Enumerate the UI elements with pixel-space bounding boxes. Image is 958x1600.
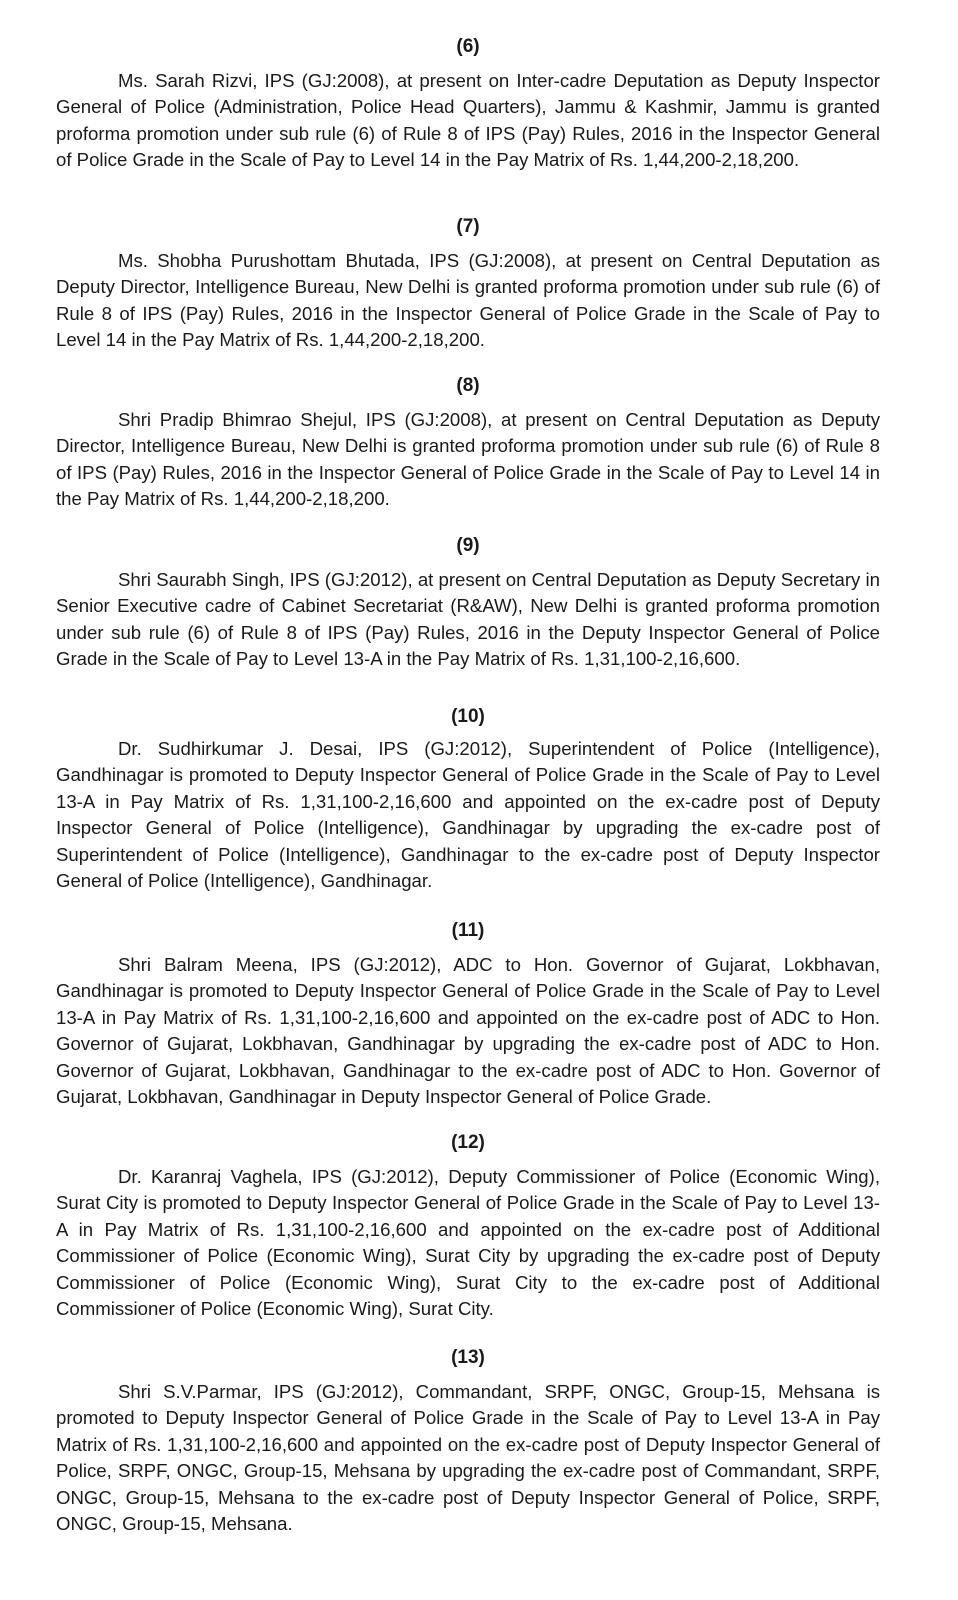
order-section-13 [56, 1345, 880, 1537]
section-number: (10) [451, 706, 485, 727]
section-number: (7) [456, 216, 480, 237]
section-paragraph: Dr. Sudhirkumar J. Desai, IPS (GJ:2012), Superintendent of Police (Intelligence), Gandhinagar is promoted to Deputy Inspector General of Police Grade in the Scale of Pay to Level 13-A in Pay Matrix of Rs. 1,31,100-2,16,600 and appointed on the ex-cadre post of Deputy Inspector General of Police (Intelligence), Gandhinagar by upgrading the ex-cadre post of Superintendent of Police (Intelligence), Gandhinagar to the ex-cadre post of Deputy Inspector General of Police (Intelligence), Gandhinagar. [56, 738, 880, 892]
section-number: (8) [456, 375, 480, 396]
order-section-7 [56, 214, 880, 354]
section-paragraph: Dr. Karanraj Vaghela, IPS (GJ:2012), Deputy Commissioner of Police (Economic Wing), Surat City is promoted to Deputy Inspector General of Police Grade in the Scale of Pay to Level 13-A in Pay Matrix of Rs. 1,31,100-2,16,600 and appointed on the ex-cadre post of Additional Commissioner of Police (Economic Wing), Surat City by upgrading the ex-cadre post of Deputy Commissioner of Police (Economic Wing), Surat City to the ex-cadre post of Additional Commissioner of Police (Economic Wing), Surat City. [56, 1166, 880, 1320]
section-number: (12) [451, 1132, 485, 1153]
order-section-9 [56, 533, 880, 673]
section-number: (11) [451, 920, 485, 941]
order-section-11 [56, 918, 880, 1110]
section-paragraph: Ms. Shobha Purushottam Bhutada, IPS (GJ:2008), at present on Central Deputation as Deputy Director, Intelligence Bureau, New Delhi is granted proforma promotion under sub rule (6) of Rule 8 of IPS (Pay) Rules, 2016 in the Inspector General of Police Grade in the Scale of Pay to Level 14 in the Pay Matrix of Rs. 1,44,200-2,18,200. [56, 250, 880, 351]
section-number: (6) [456, 36, 480, 57]
order-section-12 [56, 1130, 880, 1322]
section-paragraph: Shri Pradip Bhimrao Shejul, IPS (GJ:2008), at present on Central Deputation as Deputy Director, Intelligence Bureau, New Delhi is granted proforma promotion under sub rule (6) of Rule 8 of IPS (Pay) Rules, 2016 in the Inspector General of Police Grade in the Scale of Pay to Level 14 in the Pay Matrix of Rs. 1,44,200-2,18,200. [56, 409, 880, 510]
section-paragraph: Ms. Sarah Rizvi, IPS (GJ:2008), at present on Inter-cadre Deputation as Deputy Inspector General of Police (Administration, Police Head Quarters), Jammu & Kashmir, Jammu is granted proforma promotion under sub rule (6) of Rule 8 of IPS (Pay) Rules, 2016 in the Inspector General of Police Grade in the Scale of Pay to Level 14 in the Pay Matrix of Rs. 1,44,200-2,18,200. [56, 70, 880, 171]
section-number: (13) [451, 1347, 485, 1368]
order-section-8 [56, 373, 880, 513]
section-number: (9) [456, 535, 480, 556]
section-paragraph: Shri S.V.Parmar, IPS (GJ:2012), Commandant, SRPF, ONGC, Group-15, Mehsana is promoted to Deputy Inspector General of Police Grade in the Scale of Pay to Level 13-A in Pay Matrix of Rs. 1,31,100-2,16,600 and appointed on the ex-cadre post of Deputy Inspector General of Police, SRPF, ONGC, Group-15, Mehsana by upgrading the ex-cadre post of Commandant, SRPF, ONGC, Group-15, Mehsana to the ex-cadre post of Deputy Inspector General of Police, SRPF, ONGC, Group-15, Mehsana. [56, 1381, 880, 1535]
section-paragraph: Shri Balram Meena, IPS (GJ:2012), ADC to Hon. Governor of Gujarat, Lokbhavan, Gandhinagar is promoted to Deputy Inspector General of Police Grade in the Scale of Pay to Level 13-A in Pay Matrix of Rs. 1,31,100-2,16,600 and appointed on the ex-cadre post of ADC to Hon. Governor of Gujarat, Lokbhavan, Gandhinagar by upgrading the ex-cadre post of ADC to Hon. Governor of Gujarat, Lokbhavan, Gandhinagar to the ex-cadre post of ADC to Hon. Governor of Gujarat, Lokbhavan, Gandhinagar in Deputy Inspector General of Police Grade. [56, 954, 880, 1108]
order-section-6 [56, 34, 880, 174]
section-paragraph: Shri Saurabh Singh, IPS (GJ:2012), at present on Central Deputation as Deputy Secretary in Senior Executive cadre of Cabinet Secretariat (R&AW), New Delhi is granted proforma promotion under sub rule (6) of Rule 8 of IPS (Pay) Rules, 2016 in the Deputy Inspector General of Police Grade in the Scale of Pay to Level 13-A in the Pay Matrix of Rs. 1,31,100-2,16,600. [56, 569, 880, 670]
order-section-10 [56, 704, 880, 894]
